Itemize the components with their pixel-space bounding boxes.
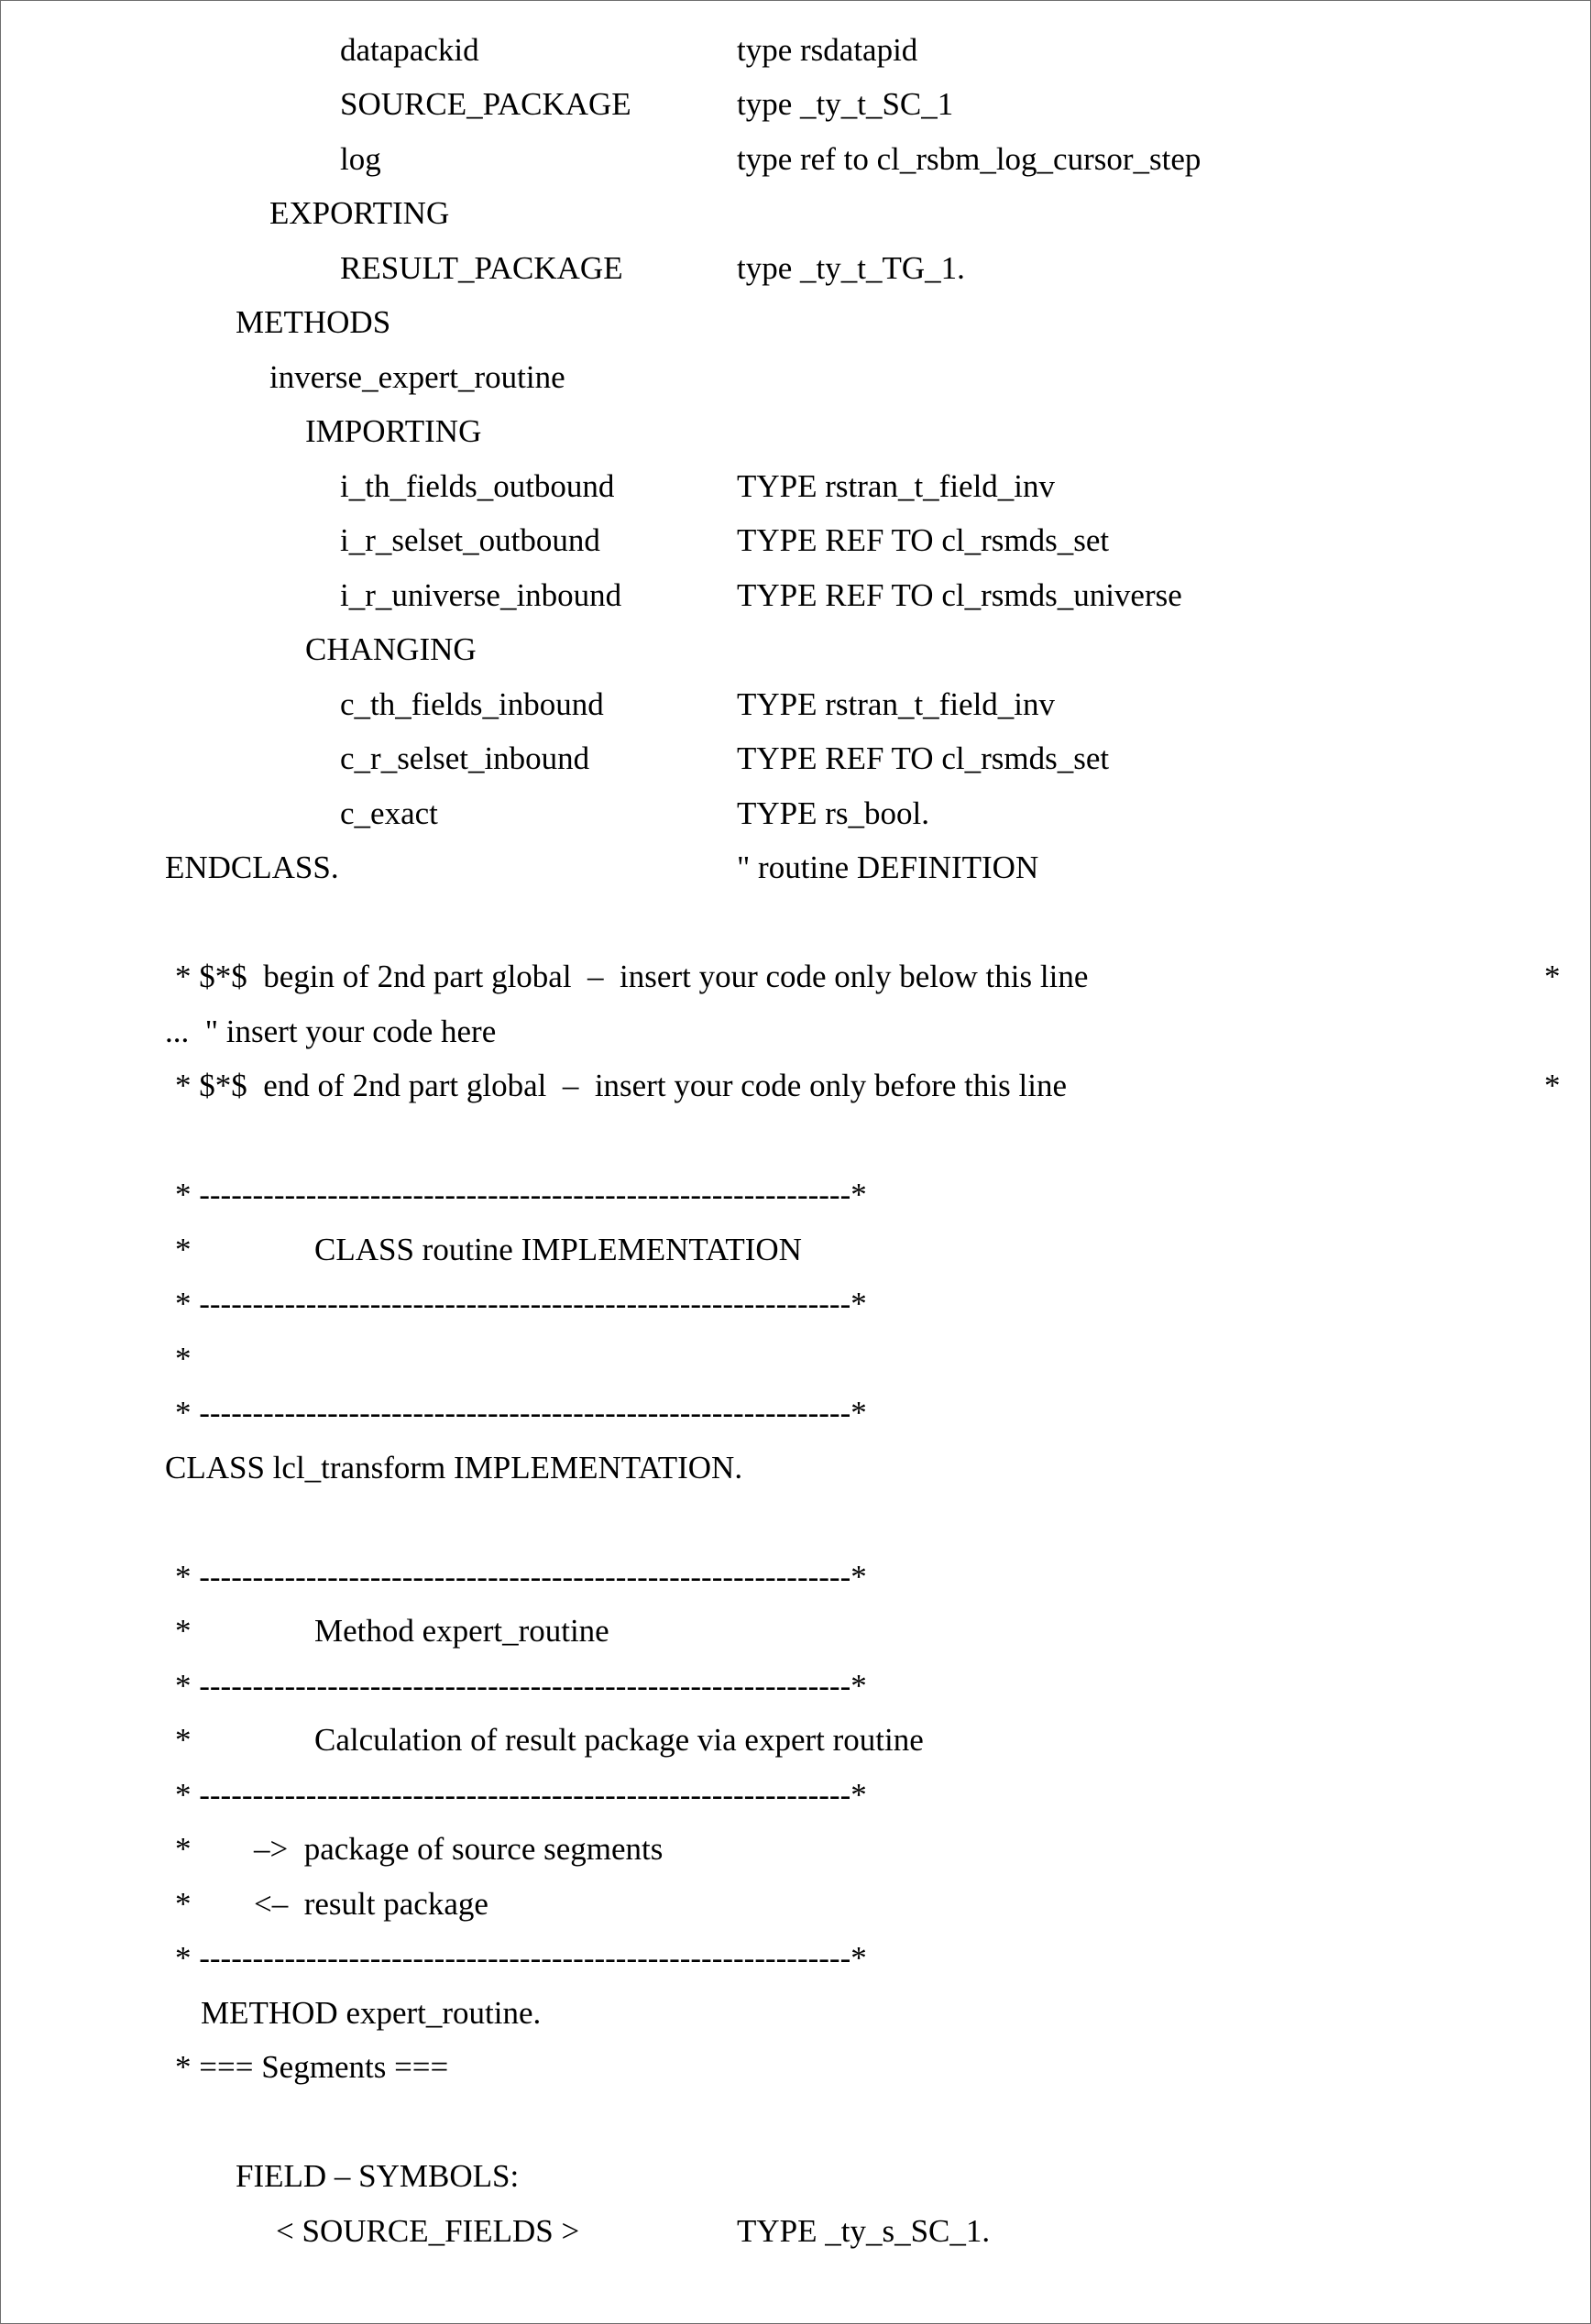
param-type: type _ty_t_SC_1 — [737, 86, 954, 122]
code-line — [1, 468, 1590, 505]
param-type: type ref to cl_rsbm_log_cursor_step — [737, 141, 1201, 177]
keyword: ENDCLASS. — [165, 850, 339, 885]
code-line — [1, 1722, 1590, 1759]
param-name: SOURCE_PACKAGE — [340, 86, 631, 122]
code-line — [1, 304, 1590, 341]
code-line — [1, 1286, 1590, 1322]
code-comment: Calculation of result package via expert routine — [314, 1722, 924, 1758]
method-name: inverse_expert_routine — [269, 359, 565, 395]
code-line — [1, 1177, 1590, 1213]
param-name: i_r_universe_inbound — [340, 577, 622, 613]
param-name: log — [340, 141, 381, 177]
param-name: RESULT_PACKAGE — [340, 250, 623, 286]
code-line — [1, 959, 1590, 995]
code-line — [1, 195, 1590, 232]
comment-divider: * -------------------------------------------------------------* — [175, 1668, 867, 1704]
comment-divider: * -------------------------------------------------------------* — [175, 1395, 867, 1431]
code-line — [1, 1014, 1590, 1050]
code-line — [1, 1559, 1590, 1595]
code-comment: Method expert_routine — [314, 1613, 609, 1649]
param-type: TYPE REF TO cl_rsmds_set — [737, 522, 1110, 558]
param-type: TYPE _ty_s_SC_1. — [737, 2213, 991, 2249]
code-comment: –> package of source segments — [254, 1831, 664, 1867]
comment-star: * — [175, 1613, 192, 1649]
code-line — [1, 740, 1590, 777]
code-line — [1, 2049, 1590, 2086]
code-line — [1, 1613, 1590, 1650]
code-line — [1, 1668, 1590, 1705]
param-type: type _ty_t_TG_1. — [737, 250, 965, 286]
comment-star: * — [175, 1341, 192, 1376]
code-comment: * $*$ begin of 2nd part global – insert your code only below this line — [175, 959, 1089, 994]
code-line — [1, 686, 1590, 723]
keyword: CLASS lcl_transform IMPLEMENTATION. — [165, 1450, 743, 1485]
code-comment: " routine DEFINITION — [737, 850, 1039, 885]
keyword: EXPORTING — [269, 195, 450, 231]
comment-star: * — [1544, 959, 1561, 994]
param-type: TYPE REF TO cl_rsmds_universe — [737, 577, 1182, 613]
code-line — [1, 1450, 1590, 1486]
keyword: CHANGING — [305, 631, 477, 667]
param-name: i_r_selset_outbound — [340, 522, 600, 558]
param-type: TYPE rstran_t_field_inv — [737, 686, 1056, 722]
code-line — [1, 522, 1590, 559]
comment-divider: * -------------------------------------------------------------* — [175, 1940, 867, 1976]
code-line — [1, 2213, 1590, 2250]
code-comment: * === Segments === — [175, 2049, 449, 2085]
comment-star: * — [1544, 1068, 1561, 1103]
code-line — [1, 850, 1590, 886]
comment-divider: * -------------------------------------------------------------* — [175, 1559, 867, 1595]
comment-divider: * -------------------------------------------------------------* — [175, 1286, 867, 1321]
code-line — [1, 1777, 1590, 1814]
code-line — [1, 86, 1590, 123]
keyword: FIELD – SYMBOLS: — [236, 2158, 520, 2194]
code-comment: CLASS routine IMPLEMENTATION — [314, 1232, 802, 1267]
code-line — [1, 795, 1590, 832]
code-comment: <– result package — [254, 1886, 488, 1922]
comment-star: * — [175, 1722, 192, 1758]
code-line — [1, 1395, 1590, 1431]
code-line — [1, 1232, 1590, 1268]
code-line — [1, 1940, 1590, 1977]
keyword: METHODS — [236, 304, 391, 340]
param-type: TYPE rs_bool. — [737, 795, 929, 831]
comment-divider: * -------------------------------------------------------------* — [175, 1177, 867, 1212]
comment-star: * — [175, 1232, 192, 1267]
code-line — [1, 1341, 1590, 1377]
param-name: i_th_fields_outbound — [340, 468, 615, 504]
code-line — [1, 2158, 1590, 2195]
comment-divider: * -------------------------------------------------------------* — [175, 1777, 867, 1813]
param-name: datapackid — [340, 32, 479, 68]
comment-star: * — [175, 1886, 192, 1922]
code-line — [1, 359, 1590, 396]
code-line — [1, 1995, 1590, 2032]
code-comment: ... " insert your code here — [165, 1014, 497, 1049]
keyword: IMPORTING — [305, 413, 482, 449]
keyword: METHOD expert_routine. — [201, 1995, 542, 2031]
code-line — [1, 141, 1590, 178]
code-line — [1, 1068, 1590, 1104]
comment-star: * — [175, 1831, 192, 1867]
param-type: type rsdatapid — [737, 32, 918, 68]
code-line — [1, 32, 1590, 69]
code-line — [1, 631, 1590, 668]
code-line — [1, 413, 1590, 450]
code-line — [1, 577, 1590, 614]
code-line — [1, 250, 1590, 287]
param-name: < SOURCE_FIELDS > — [276, 2213, 580, 2249]
param-type: TYPE REF TO cl_rsmds_set — [737, 740, 1110, 776]
param-name: c_th_fields_inbound — [340, 686, 604, 722]
param-name: c_r_selset_inbound — [340, 740, 590, 776]
code-line — [1, 1886, 1590, 1923]
code-line — [1, 1831, 1590, 1868]
param-type: TYPE rstran_t_field_inv — [737, 468, 1056, 504]
param-name: c_exact — [340, 795, 438, 831]
code-comment: * $*$ end of 2nd part global – insert your code only before this line — [175, 1068, 1067, 1103]
